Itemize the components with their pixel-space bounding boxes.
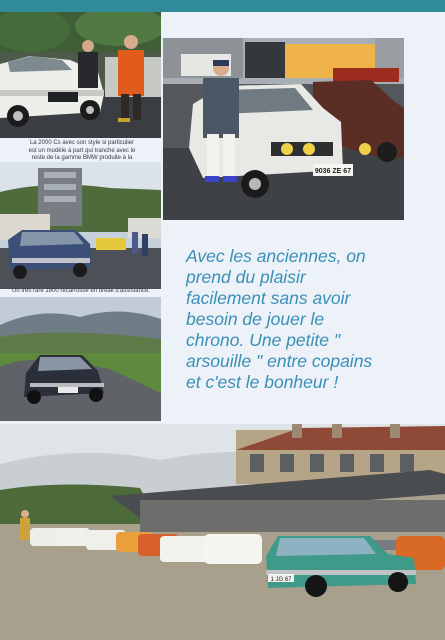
quote-line: prend du plaisir	[186, 267, 306, 287]
photo-car-lineup-station	[0, 424, 445, 640]
photo-bmw-1800-break	[0, 162, 161, 289]
top-color-band	[0, 0, 445, 12]
quote-line: facilement sans avoir	[186, 288, 351, 308]
caption-bmw-2000cs: La 2000 Cs avec son style si particulier est un modèle à part qui tranche avec le reste de la gamme BMW produite à la	[28, 140, 136, 161]
quote-line: arsouille " entre copains	[186, 351, 373, 371]
photo-bmw-2002-owner	[163, 38, 404, 220]
quote-line: besoin de jouer le	[186, 309, 325, 329]
plate-text-2002: 9036 ZE 67	[314, 168, 352, 175]
plate-text-green-car: 1 JG 67	[270, 577, 292, 583]
quote-line: et c'est le bonheur !	[186, 372, 339, 392]
photo-bmw-2000cs	[0, 12, 161, 138]
quote-line: Avec les anciennes, on	[186, 246, 366, 266]
quote-line: chrono. Une petite "	[186, 330, 341, 350]
photo-dark-saloon-road	[0, 297, 161, 421]
caption-bmw-1800: Un très rare 1800 recarrossé en break d'assistance.	[12, 288, 150, 294]
pull-quote	[186, 246, 431, 393]
